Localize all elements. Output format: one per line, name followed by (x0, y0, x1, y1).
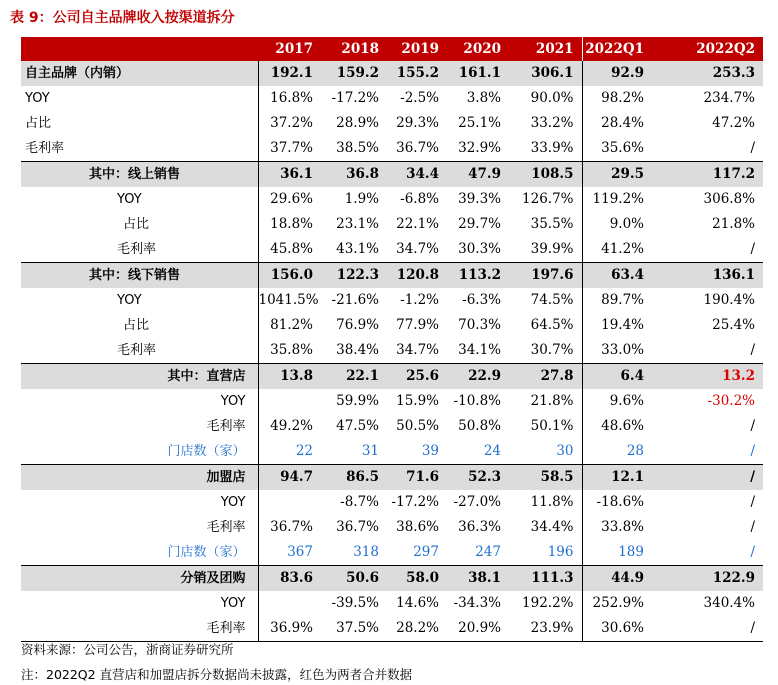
value-cell: 22.1 (321, 364, 387, 390)
value-cell: / (750, 241, 755, 257)
table-row (21, 187, 763, 212)
value-cell: 38.5% (336, 140, 379, 156)
value-cell: 155.2 (387, 61, 447, 86)
value-cell: 36.3% (458, 519, 501, 535)
value-cell: -6.3% (462, 292, 501, 308)
value-cell: 1.9% (344, 191, 379, 207)
column-header: 2021 (509, 37, 582, 61)
value-cell: 33.8% (582, 515, 652, 540)
table-row (21, 414, 763, 439)
value-cell: 122.9 (652, 566, 763, 592)
table-row (21, 465, 763, 491)
value-cell: 190.4% (703, 292, 755, 308)
value-cell: 14.6% (396, 595, 439, 611)
value-cell: 156.0 (258, 263, 321, 289)
value-cell: 34.4 (387, 162, 447, 188)
value-cell: 34.7% (396, 342, 439, 358)
value-cell: 234.7% (703, 90, 755, 106)
row-label: 门店数（家） (21, 439, 258, 465)
value-cell (258, 389, 321, 414)
value-cell: / (750, 443, 755, 459)
value-cell: 25.1% (458, 115, 501, 131)
value-cell: 47.5% (336, 418, 379, 434)
value-cell: 13.8 (258, 364, 321, 390)
value-cell: 13.2 (652, 364, 763, 390)
row-label: YOY (21, 591, 258, 616)
value-cell: 35.6% (582, 136, 652, 162)
value-cell: 33.0% (582, 338, 652, 364)
value-cell: 136.1 (652, 263, 763, 289)
table-row (21, 288, 763, 313)
column-header: 2017 (258, 37, 321, 61)
value-cell: 29.6% (270, 191, 313, 207)
row-label: 分销及团购 (21, 566, 258, 592)
value-cell: 48.6% (582, 414, 652, 439)
value-cell: 31 (361, 443, 379, 459)
row-label: 门店数（家） (21, 540, 258, 566)
value-cell: 340.4% (703, 595, 755, 611)
value-cell: 41.2% (582, 237, 652, 263)
table-row (21, 540, 763, 566)
value-cell: 247 (475, 544, 501, 560)
value-cell: 9.0% (582, 212, 652, 237)
row-label: 自主品牌（内销） (21, 61, 258, 86)
value-cell: 37.2% (270, 115, 313, 131)
column-header: 2022Q2 (652, 37, 763, 61)
source-note: 资料来源：公司公告，浙商证券研究所 (21, 642, 234, 657)
value-cell: 50.1% (530, 418, 574, 434)
value-cell: 28.4% (582, 111, 652, 136)
value-cell: / (750, 418, 755, 434)
row-label: 毛利率 (21, 136, 258, 162)
value-cell: 119.2% (582, 187, 652, 212)
table-body (21, 61, 763, 642)
value-cell: 28.2% (387, 616, 447, 642)
value-cell: 367 (287, 544, 313, 560)
row-label: YOY (21, 86, 258, 111)
value-cell: 64.5% (530, 317, 574, 333)
value-cell: 74.5% (530, 292, 574, 308)
value-cell: 23.1% (336, 216, 379, 232)
value-cell: 297 (413, 544, 439, 560)
value-cell: 39.9% (530, 241, 574, 257)
value-cell: 30 (556, 443, 574, 459)
value-cell: 192.1 (258, 61, 321, 86)
table-row (21, 313, 763, 338)
value-cell: 126.7% (522, 191, 574, 207)
value-cell: -8.7% (340, 494, 379, 510)
value-cell: 318 (353, 544, 379, 560)
row-label: 其中：直营店 (21, 364, 258, 390)
value-cell: 22.9 (447, 364, 509, 390)
value-cell: 18.8% (270, 216, 313, 232)
value-cell: 36.7% (396, 140, 439, 156)
value-cell: 23.9% (509, 616, 582, 642)
value-cell: 21.8% (530, 393, 574, 409)
row-label: YOY (21, 288, 258, 313)
value-cell: 25.4% (712, 317, 755, 333)
value-cell: -17.2% (331, 90, 379, 106)
row-label: 其中：线下销售 (21, 263, 258, 289)
header-label-cell (21, 37, 258, 61)
value-cell: / (750, 544, 755, 560)
table-row (21, 515, 763, 540)
value-cell: 38.1 (447, 566, 509, 592)
value-cell: 58.5 (509, 465, 582, 491)
value-cell: 39.3% (458, 191, 501, 207)
value-cell: 76.9% (336, 317, 379, 333)
value-cell: 36.1 (258, 162, 321, 188)
value-cell: 19.4% (582, 313, 652, 338)
column-header: 2018 (321, 37, 387, 61)
value-cell: 86.5 (321, 465, 387, 491)
row-label: 毛利率 (21, 616, 258, 642)
value-cell: 27.8 (509, 364, 582, 390)
value-cell: 44.9 (582, 566, 652, 592)
value-cell: 92.9 (582, 61, 652, 86)
value-cell: 94.7 (258, 465, 321, 491)
value-cell: 58.0 (387, 566, 447, 592)
value-cell: -21.6% (331, 292, 379, 308)
value-cell: -6.8% (400, 191, 439, 207)
row-label: YOY (21, 389, 258, 414)
column-header: 2019 (387, 37, 447, 61)
value-cell: 39 (421, 443, 439, 459)
value-cell: 161.1 (447, 61, 509, 86)
value-cell: 111.3 (509, 566, 582, 592)
value-cell: 32.9% (458, 140, 501, 156)
value-cell: 113.2 (447, 263, 509, 289)
value-cell: 63.4 (582, 263, 652, 289)
table-row (21, 591, 763, 616)
table-row (21, 439, 763, 465)
table-row (21, 111, 763, 136)
value-cell: 11.8% (530, 494, 574, 510)
table-row (21, 389, 763, 414)
table-row (21, 162, 763, 188)
value-cell: 20.9% (447, 616, 509, 642)
value-cell: 28.9% (336, 115, 379, 131)
value-cell: 35.8% (270, 342, 313, 358)
value-cell: 36.7% (336, 519, 379, 535)
table-title: 表 9：公司自主品牌收入按渠道拆分 (10, 10, 235, 26)
table-row (21, 616, 763, 642)
value-cell: 81.2% (270, 317, 313, 333)
table-row (21, 566, 763, 592)
value-cell: 159.2 (321, 61, 387, 86)
value-cell: 33.2% (530, 115, 574, 131)
value-cell: 37.7% (270, 140, 313, 156)
value-cell: 306.1 (509, 61, 582, 86)
table-row (21, 61, 763, 86)
row-label: YOY (21, 187, 258, 212)
table-row (21, 338, 763, 364)
value-cell: -18.6% (582, 490, 652, 515)
value-cell: 38.4% (336, 342, 379, 358)
value-cell: 9.6% (582, 389, 652, 414)
value-cell: -2.5% (400, 90, 439, 106)
table-row (21, 490, 763, 515)
column-header: 2022Q1 (582, 37, 652, 61)
value-cell: -30.2% (707, 393, 755, 409)
value-cell: 120.8 (387, 263, 447, 289)
value-cell: 30.6% (582, 616, 652, 642)
value-cell: 36.9% (258, 616, 321, 642)
value-cell: 36.7% (270, 519, 313, 535)
value-cell: 12.1 (582, 465, 652, 491)
table-row (21, 263, 763, 289)
value-cell: 49.2% (270, 418, 313, 434)
value-cell: 36.8 (321, 162, 387, 188)
column-header: 2020 (447, 37, 509, 61)
value-cell: 306.8% (703, 191, 755, 207)
value-cell: 15.9% (396, 393, 439, 409)
value-cell: 34.7% (396, 241, 439, 257)
value-cell: 192.2% (522, 595, 574, 611)
footnote: 注：2022Q2 直营店和加盟店拆分数据尚未披露，红色为两者合并数据 (21, 667, 413, 682)
value-cell: 30.3% (458, 241, 501, 257)
value-cell: 24 (483, 443, 501, 459)
value-cell: 6.4 (582, 364, 652, 390)
value-cell: / (750, 494, 755, 510)
value-cell: 29.3% (396, 115, 439, 131)
row-label: 毛利率 (21, 237, 258, 263)
value-cell: 34.4% (530, 519, 574, 535)
value-cell: 38.6% (396, 519, 439, 535)
value-cell: / (652, 616, 763, 642)
value-cell: 52.3 (447, 465, 509, 491)
row-label: 占比 (21, 313, 258, 338)
value-cell: 50.8% (458, 418, 501, 434)
header-row (21, 37, 763, 61)
value-cell: 70.3% (458, 317, 501, 333)
row-label: 其中：线上销售 (21, 162, 258, 188)
value-cell: 21.8% (712, 216, 755, 232)
value-cell: -27.0% (453, 494, 501, 510)
value-cell: 45.8% (270, 241, 313, 257)
value-cell: 90.0% (530, 90, 574, 106)
row-label: 毛利率 (21, 338, 258, 364)
row-label: 加盟店 (21, 465, 258, 491)
value-cell: 47.9 (447, 162, 509, 188)
value-cell: 30.7% (530, 342, 574, 358)
value-cell (258, 490, 321, 515)
value-cell: 28 (582, 439, 652, 465)
value-cell: 197.6 (509, 263, 582, 289)
value-cell: 50.6 (321, 566, 387, 592)
value-cell: 22 (295, 443, 313, 459)
table-row (21, 212, 763, 237)
value-cell: / (750, 140, 755, 156)
row-label: 毛利率 (21, 414, 258, 439)
value-cell: 50.5% (396, 418, 439, 434)
value-cell: 34.1% (458, 342, 501, 358)
value-cell: 29.7% (458, 216, 501, 232)
value-cell: 25.6 (387, 364, 447, 390)
table-row (21, 86, 763, 111)
row-label: 占比 (21, 212, 258, 237)
value-cell: 59.9% (336, 393, 379, 409)
value-cell: 122.3 (321, 263, 387, 289)
value-cell: 16.8% (270, 90, 313, 106)
value-cell: -34.3% (453, 595, 501, 611)
value-cell: -1.2% (400, 292, 439, 308)
value-cell: 117.2 (652, 162, 763, 188)
value-cell: 1041.5% (258, 292, 319, 308)
table-row (21, 364, 763, 390)
value-cell (258, 591, 321, 616)
value-cell: 83.6 (258, 566, 321, 592)
value-cell: 22.1% (396, 216, 439, 232)
value-cell: 189 (582, 540, 652, 566)
value-cell: 43.1% (336, 241, 379, 257)
value-cell: 108.5 (509, 162, 582, 188)
value-cell: 77.9% (396, 317, 439, 333)
value-cell: 98.2% (582, 86, 652, 111)
value-cell: -10.8% (453, 393, 501, 409)
value-cell: -17.2% (391, 494, 439, 510)
value-cell: 35.5% (530, 216, 574, 232)
table-row (21, 237, 763, 263)
table-row (21, 136, 763, 162)
value-cell: 47.2% (712, 115, 755, 131)
value-cell: / (750, 519, 755, 535)
value-cell: 33.9% (530, 140, 574, 156)
value-cell: / (652, 465, 763, 491)
row-label: 毛利率 (21, 515, 258, 540)
value-cell: 253.3 (652, 61, 763, 86)
value-cell: 196 (547, 544, 574, 560)
revenue-table (21, 37, 763, 642)
value-cell: 3.8% (466, 90, 501, 106)
value-cell: 89.7% (582, 288, 652, 313)
value-cell: 71.6 (387, 465, 447, 491)
value-cell: 29.5 (582, 162, 652, 188)
row-label: 占比 (21, 111, 258, 136)
value-cell: -39.5% (331, 595, 379, 611)
value-cell: 252.9% (582, 591, 652, 616)
row-label: YOY (21, 490, 258, 515)
value-cell: / (750, 342, 755, 358)
value-cell: 37.5% (321, 616, 387, 642)
